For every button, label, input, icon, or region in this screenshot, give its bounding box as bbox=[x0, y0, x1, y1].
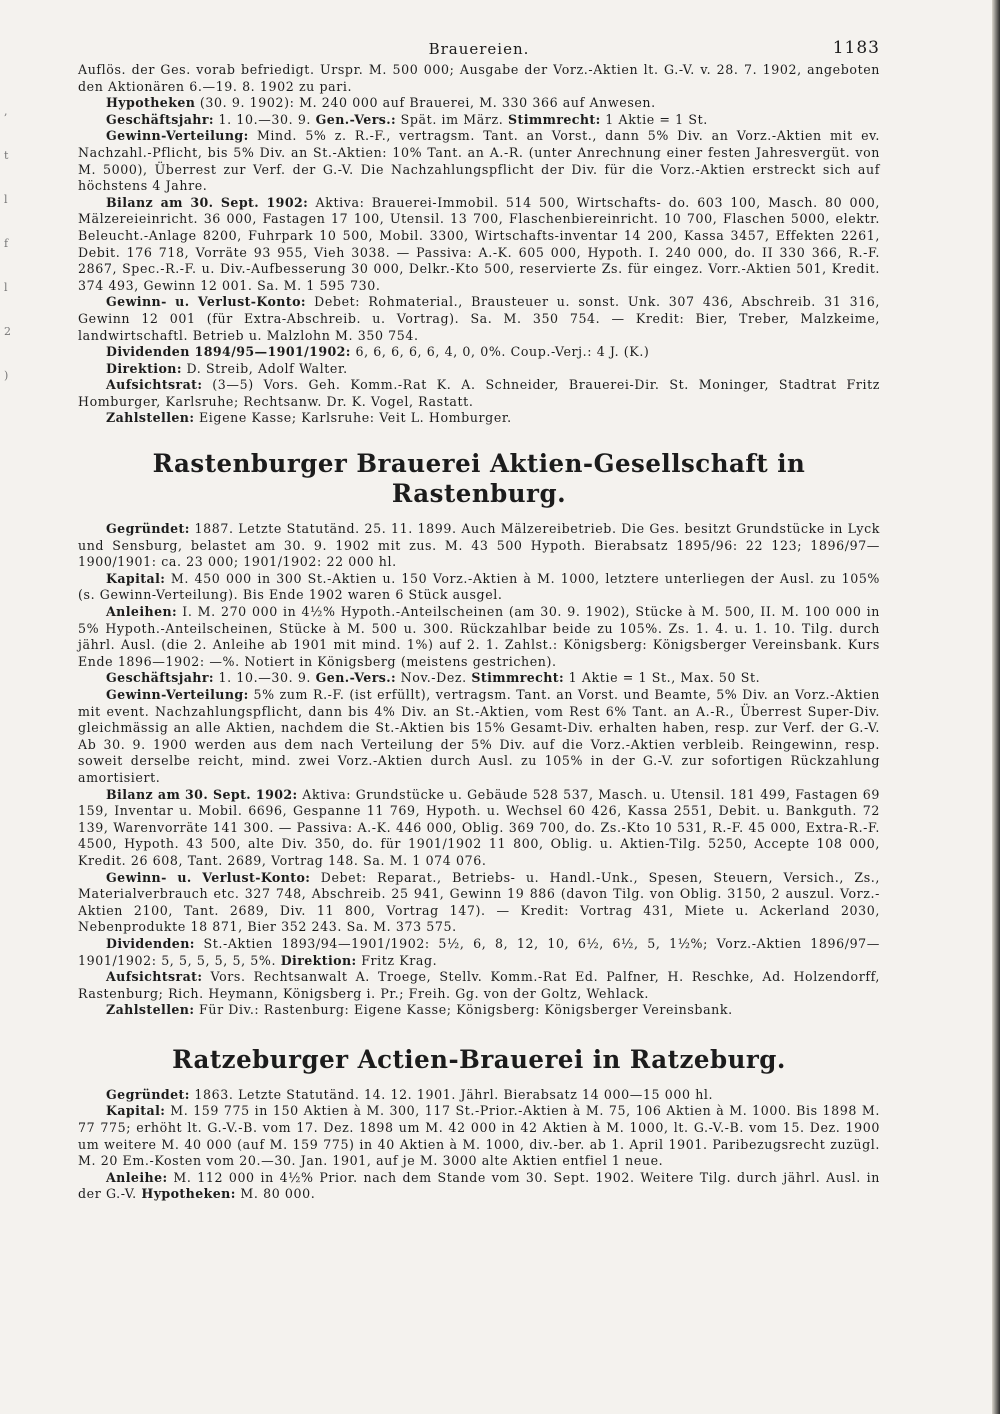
hypotheken-label: Hypotheken: bbox=[141, 1186, 236, 1202]
stimmrecht-label: Stimmrecht: bbox=[507, 111, 601, 127]
gegruendet-label: Gegründet: bbox=[106, 1086, 190, 1102]
direktion-text: Fritz Krag. bbox=[361, 952, 438, 968]
company-heading-ratzeburg: Ratzeburger Actien-Brauerei in Ratzeburg. bbox=[172, 1044, 786, 1074]
direktion-label: Direktion: bbox=[280, 952, 357, 968]
gegruendet-paragraph bbox=[78, 1087, 880, 1104]
anleihen-label: Anleihen: bbox=[106, 604, 178, 620]
kapital-label: Kapital: bbox=[106, 1103, 166, 1119]
anleihe-paragraph bbox=[78, 1170, 880, 1203]
guv-text: Debet: Rohmaterial., Brausteuer u. sonst. Unk. 307 436, Abschreib. 31 316, Gewinn 12 001 (für Extra-Abschreib. u. Vortrag). Sa. M. 350 754. — Kredit: Bier, Treber, Malzkeime, landwirtschaftl. Betrieb u. Malzlohn M. 350 754. bbox=[78, 294, 881, 343]
gegruendet-text: 1887. Letzte Statutänd. 25. 11. 1899. Auch Mälzereibetrieb. Die Ges. besitzt Grundstücke in Lyck und Sensburg, belastet am 30. 9. 1902 mit zus. M. 43 500 Hypoth. Bierabsatz 1895/96: 22 123; 1896/97—1900/1901: ca. 23 000; 1901/1902: 22 000 hl. bbox=[78, 521, 880, 570]
zahlstellen-label: Zahlstellen: bbox=[106, 1002, 195, 1018]
hypotheken-label: Hypotheken bbox=[106, 95, 196, 111]
bilanz-paragraph bbox=[78, 195, 880, 295]
anleihe-label: Anleihe: bbox=[106, 1169, 168, 1185]
bilanz-text: Aktiva: Brauerei-Immobil. 514 500, Wirtschafts- do. 603 100, Masch. 80 000, Mälzereieinricht. 36 000, Fastagen 17 100, Utensil. 13 700, Flaschenbiereinricht. 10 700, Flaschen 5000, elektr. Beleucht.-Anlage 8200, Fuhrpark 10 500, Mobil. 3300, Wirtschafts-inventar 14 200, Kassa 3457, Effekten 2261, Debit. 176 718, Vorräte 93 955, Vieh 3038. — Passiva: A.-K. 605 000, Hypoth. I. 240 000, do. II 330 366, R.-F. 2867, Spec.-R.-F. u. Div.-Aufbesserung 30 000, Delkr.-Kto 500, reservierte Zs. für eingez. Vorr.-Aktien 501, Kredit. 374 493, Gewinn 12 001. Sa. M. 1 595 730. bbox=[78, 194, 881, 293]
genvers-label: Gen.-Vers.: bbox=[315, 670, 397, 686]
hypotheken-text: M. 80 000. bbox=[240, 1186, 316, 1202]
geschaeftsjahr-paragraph bbox=[78, 670, 880, 687]
dividenden-paragraph bbox=[78, 344, 880, 361]
zahlstellen-paragraph bbox=[78, 1002, 880, 1019]
genvers-label: Gen.-Vers.: bbox=[315, 111, 397, 127]
direktion-label: Direktion: bbox=[106, 360, 182, 376]
gegruendet-text: 1863. Letzte Statutänd. 14. 12. 1901. Jährl. Bierabsatz 14 000—15 000 hl. bbox=[194, 1086, 714, 1102]
bilanz-label: Bilanz am 30. Sept. 1902: bbox=[106, 786, 298, 802]
margin-mark: t bbox=[4, 149, 9, 162]
hypotheken-paragraph bbox=[78, 95, 880, 112]
margin-mark: l bbox=[4, 193, 8, 206]
kapital-text: M. 450 000 in 300 St.-Aktien u. 150 Vorz.-Aktien à M. 1000, letztere unterliegen der Ausl. zu 105% (s. Gewinn-Verteilung). Bis Ende 1902 waren 6 Stück ausgel. bbox=[78, 570, 881, 603]
intro-paragraph bbox=[78, 62, 880, 95]
gewinn-verteilung-label: Gewinn-Verteilung: bbox=[106, 128, 249, 144]
genvers-text: Spät. im März. bbox=[400, 111, 504, 127]
direktion-text: D. Streib, Adolf Walter. bbox=[186, 360, 348, 376]
gewinn-verteilung-text: Mind. 5% z. R.-F., vertragsm. Tant. an Vorst., dann 5% Div. an Vorz.-Aktien mit ev. Nachzahl.-Pflicht, bis 5% Div. an St.-Aktien: 10% Tant. an A.-R. (unter Anrechnung einer festen Jahresvergüt. von M. 5000), Überrest zur Verf. der G.-V. Die Nachzahlungspflicht der Div. für die Vorz.-Aktien erstreckt sich auf höchstens 4 Jahre. bbox=[78, 128, 880, 194]
margin-mark: , bbox=[4, 105, 8, 118]
zahlstellen-paragraph bbox=[78, 410, 880, 427]
bilanz-text: Aktiva: Grundstücke u. Gebäude 528 537, Masch. u. Utensil. 181 499, Fastagen 69 159, Inventar u. Mobil. 6696, Gespanne 11 769, Hypoth. u. Wechsel 60 426, Kassa 2551, Debit. u. Bankguth. 72 139, Warenvorräte 141 300. — Passiva: A.-K. 446 000, Oblig. 369 700, do. Zs.-Kto 10 531, R.-F. 45 000, Extra-R.-F. 4500, Hypoth. 43 500, alte Div. 350, do. für 1901/1902 11 800, Oblig. u. Aktien-Tilg. 5250, Accepte 108 000, Kredit. 26 608, Tant. 2689, Vortrag 148. Sa. M. 1 074 076. bbox=[78, 786, 880, 868]
stimmrecht-text: 1 Aktie = 1 St., Max. 50 St. bbox=[568, 670, 761, 686]
gewinn-verteilung-paragraph bbox=[78, 687, 880, 787]
section-ratzeburg bbox=[78, 1087, 880, 1203]
guv-label: Gewinn- u. Verlust-Konto: bbox=[106, 869, 311, 885]
aufsichtsrat-text: (3—5) Vors. Geh. Komm.-Rat K. A. Schneider, Brauerei-Dir. St. Moninger, Stadtrat Fritz Homburger, Karlsruhe; Rechtsanw. Dr. K. Vogel, Rastatt. bbox=[78, 377, 880, 409]
margin-mark: f bbox=[4, 237, 9, 250]
guv-text: Debet: Reparat., Betriebs- u. Handl.-Unk., Spesen, Steuern, Versich., Zs., Materialverbrauch etc. 327 748, Abschreib. 25 941, Gewinn 19 886 (davon Tilg. von Oblig. 3150, 2 auszul. Vorz.-Aktien 2100, Tant. 2689, Div. 11 800, Vortrag 147). — Kredit: Vortrag 431, Miete u. Ackerland 2030, Nebenprodukte 18 871, Bier 352 243. Sa. M. 373 575. bbox=[78, 869, 880, 935]
dividenden-text: St.-Aktien 1893/94—1901/1902: 5½, 6, 8, 12, 10, 6½, 6½, 5, 1½%; Vorz.-Aktien 1896/97—1901/1902: 5, 5, 5, 5, 5, 5%. bbox=[78, 935, 880, 968]
bilanz-label: Bilanz am 30. Sept. 1902: bbox=[106, 194, 309, 210]
gewinn-verteilung-paragraph bbox=[78, 128, 880, 194]
intro-text: Auflös. der Ges. vorab befriedigt. Urspr. M. 500 000; Ausgabe der Vorz.-Aktien lt. G.-V. v. 28. 7. 1902, angeboten den Aktionären 6.—19. 8. 1902 zu pari. bbox=[78, 62, 880, 94]
stimmrecht-text: 1 Aktie = 1 St. bbox=[605, 111, 708, 127]
dividenden-text: 6, 6, 6, 6, 6, 4, 0, 0%. Coup.-Verj.: 4 J. (K.) bbox=[355, 344, 650, 360]
zahlstellen-text: Für Div.: Rastenburg: Eigene Kasse; Königsberg: Königsberger Vereinsbank. bbox=[199, 1002, 733, 1018]
geschaeftsjahr-paragraph bbox=[78, 112, 880, 129]
margin-mark: l bbox=[4, 281, 8, 294]
direktion-paragraph bbox=[78, 361, 880, 378]
page-number: 1183 bbox=[832, 38, 880, 58]
aufsichtsrat-text: Vors. Rechtsanwalt A. Troege, Stellv. Komm.-Rat Ed. Palfner, H. Reschke, Ad. Holzendorff, Rastenburg; Rich. Heymann, Königsberg i. Pr.; Freih. Gg. von der Goltz, Wehlack. bbox=[78, 969, 880, 1001]
gewinn-verteilung-text: 5% zum R.-F. (ist erfüllt), vertragsm. Tant. an Vorst. und Beamte, 5% Div. an Vorz.-Aktien mit event. Nachzahlungspflicht, dann bis 4% Div. an St.-Aktien, vom Rest 6% Tant. an A.-R., Überrest Super-Div. gleichmässig an alle Aktien, nachdem die St.-Aktien bis 15% Gesamt-Div. erhalten haben, resp. zur Verf. der G.-V. Ab 30. 9. 1900 werden aus dem nach Verteilung der 5% Div. auf die Vorz.-Aktien verbleib. Reingewinn, resp. soweit derselbe reicht, mind. zwei Vorz.-Aktien durch Ausl. zu 105% in der G.-V. zur sofortigen Rückzahlung amortisiert. bbox=[78, 687, 880, 785]
guv-label: Gewinn- u. Verlust-Konto: bbox=[106, 294, 306, 310]
gewinn-verteilung-label: Gewinn-Verteilung: bbox=[106, 687, 249, 702]
guv-paragraph bbox=[78, 870, 880, 936]
anleihe-text: M. 112 000 in 4½% Prior. nach dem Stande vom 30. Sept. 1902. Weitere Tilg. durch jährl. Ausl. in der G.-V. bbox=[78, 1169, 880, 1202]
margin-marks bbox=[4, 90, 14, 398]
gegruendet-label: Gegründet: bbox=[106, 521, 190, 537]
margin-mark: ) bbox=[4, 369, 9, 382]
genvers-text: Nov.-Dez. bbox=[400, 670, 467, 686]
gegruendet-paragraph bbox=[78, 521, 880, 571]
bilanz-paragraph bbox=[78, 787, 880, 870]
kapital-paragraph bbox=[78, 1103, 880, 1169]
hypotheken-text: (30. 9. 1902): M. 240 000 auf Brauerei, M. 330 366 auf Anwesen. bbox=[199, 95, 656, 111]
aufsichtsrat-paragraph bbox=[78, 377, 880, 410]
company-heading-rastenburg: Rastenburger Brauerei Aktien-Gesellschaft in Rastenburg. bbox=[152, 449, 806, 509]
margin-mark: 2 bbox=[4, 325, 11, 338]
stimmrecht-label: Stimmrecht: bbox=[471, 670, 565, 686]
page-edge-shadow bbox=[992, 0, 1000, 1414]
document-page bbox=[78, 34, 880, 1203]
aufsichtsrat-label: Aufsichtsrat: bbox=[106, 377, 203, 393]
anleihen-paragraph bbox=[78, 604, 880, 670]
kapital-paragraph bbox=[78, 571, 880, 604]
anleihen-text: I. M. 270 000 in 4½% Hypoth.-Anteilscheinen (am 30. 9. 1902), Stücke à M. 500, II. M. 100 000 in 5% Hypoth.-Anteilscheinen, Stücke à M. 500 u. 300. Rückzahlbar beide zu 105%. Zs. 1. 4. u. 1. 10. Tilg. durch jährl. Ausl. (die 2. Anleihe ab 1901 mit mind. 1%) auf 2. 1. Zahlst.: Königsberg: Königsberger Vereinsbank. Kurs Ende 1896—1902: —%. Notiert in Königsberg (meistens gestrichen). bbox=[78, 604, 880, 669]
zahlstellen-text: Eigene Kasse; Karlsruhe: Veit L. Homburger. bbox=[199, 410, 512, 426]
geschaeftsjahr-label: Geschäftsjahr: bbox=[106, 111, 214, 127]
aufsichtsrat-label: Aufsichtsrat: bbox=[106, 969, 203, 985]
dividenden-label: Dividenden: bbox=[106, 935, 195, 951]
kapital-text: M. 159 775 in 150 Aktien à M. 300, 117 St.-Prior.-Aktien à M. 75, 106 Aktien à M. 1000. Bis 1898 M. 77 775; erhöht lt. G.-V.-B. vom 17. Dez. 1898 um M. 42 000 in 42 Aktien à M. 1000, lt. G.-V.-B. vom 15. Dez. 1900 um weitere M. 40 000 (auf M. 159 775) in 40 Aktien à M. 1000, div.-ber. ab 1. April 1901. Paribezugsrecht zuzügl. M. 20 Em.-Kosten vom 20.—30. Jan. 1901, auf je M. 3000 alte Aktien entfiel 1 neue. bbox=[78, 1103, 880, 1169]
kapital-label: Kapital: bbox=[106, 570, 166, 586]
guv-paragraph bbox=[78, 294, 880, 344]
page-header-title: Brauereien. bbox=[428, 40, 530, 58]
geschaeftsjahr-label: Geschäftsjahr: bbox=[106, 670, 214, 686]
aufsichtsrat-paragraph bbox=[78, 969, 880, 1002]
dividenden-label: Dividenden 1894/95—1901/1902: bbox=[106, 344, 351, 360]
geschaeftsjahr-text: 1. 10.—30. 9. bbox=[218, 670, 312, 686]
running-header bbox=[78, 34, 880, 62]
section-previous-company bbox=[78, 62, 880, 427]
geschaeftsjahr-text: 1. 10.—30. 9. bbox=[218, 111, 312, 127]
dividenden-paragraph bbox=[78, 936, 880, 969]
zahlstellen-label: Zahlstellen: bbox=[106, 410, 195, 426]
section-rastenburg bbox=[78, 521, 880, 1019]
